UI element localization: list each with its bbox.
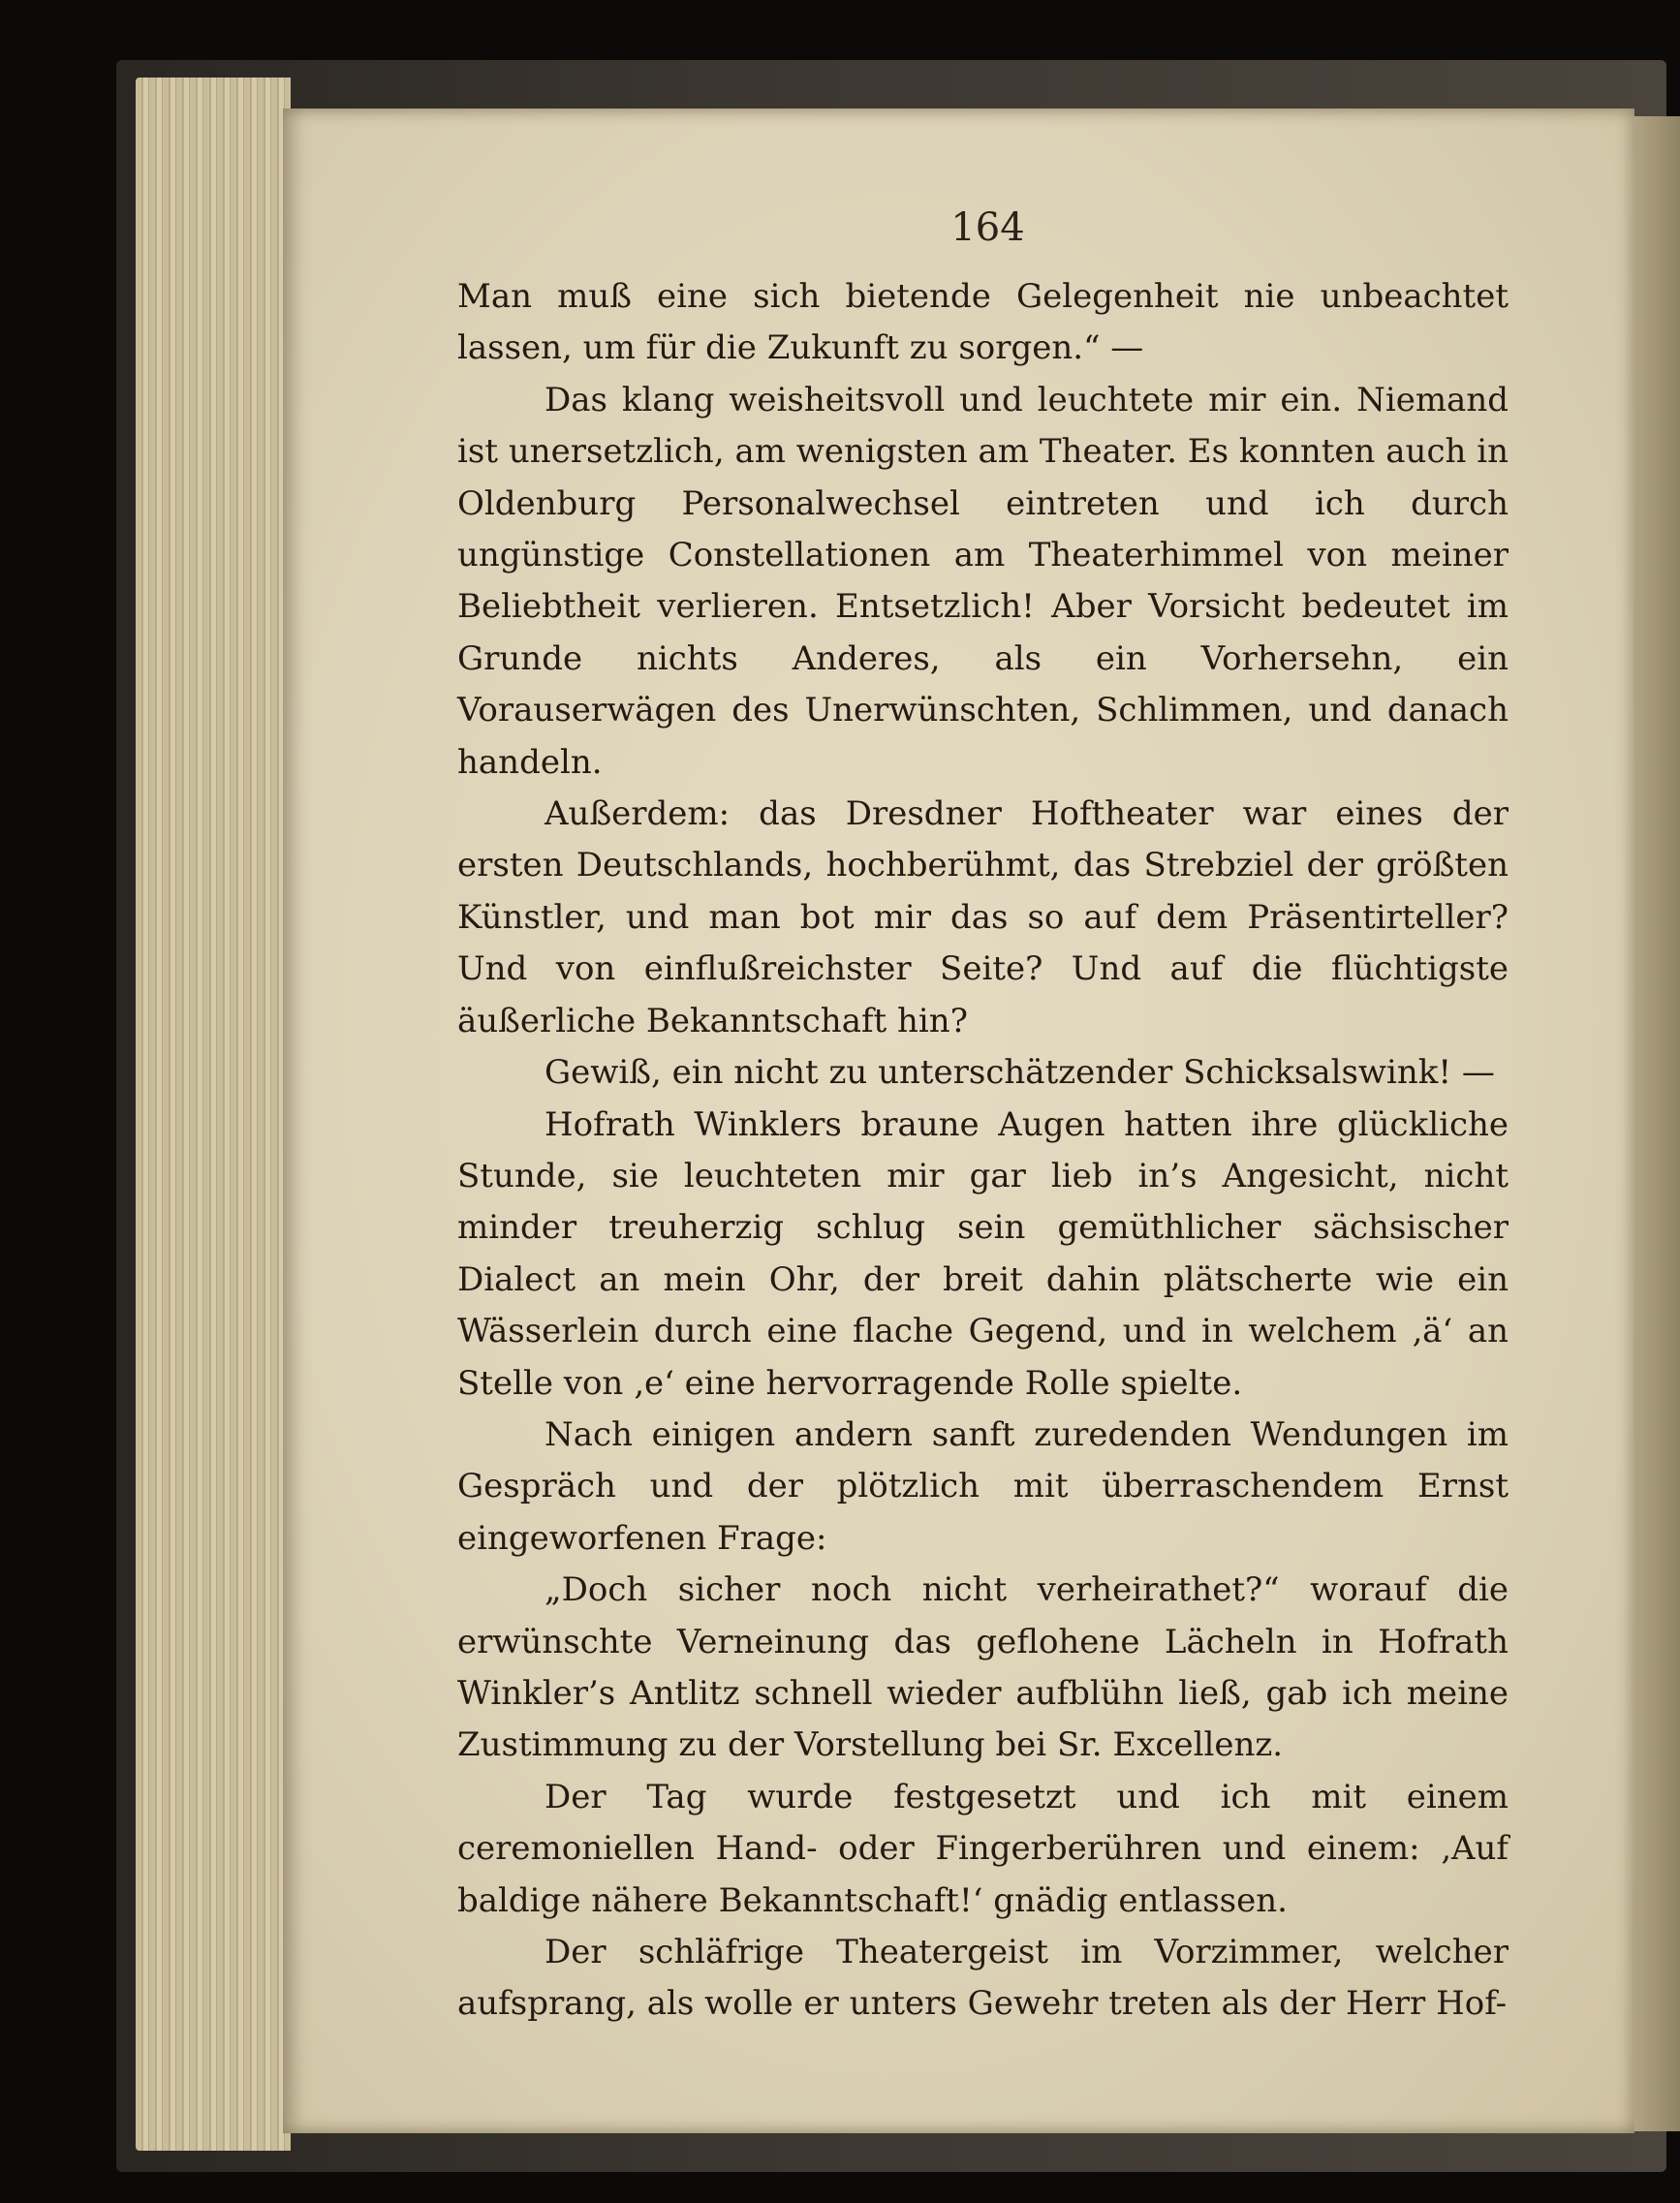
page-edges [136,78,291,2151]
paragraph: Man muß eine sich bietende Gelegenheit nie unbeachtet lassen, um für die Zukunft zu sorgen.“ — [457,277,1509,368]
book-page [283,109,1634,2133]
paragraph: Gewiß, ein nicht zu unterschätzender Schicksalswink! — [544,1053,1495,1093]
paragraph: Der schläfrige Theatergeist im Vorzimmer, welcher aufsprang, als wolle er unters Gewehr treten als der Herr Hof- [457,1933,1509,2024]
paragraph: Nach einigen andern sanft zuredenden Wendungen im Gespräch und der plötzlich mit überraschendem Ernst eingeworfenen Frage: [457,1414,1509,1558]
page-body [457,271,1509,2031]
paragraph: Der Tag wurde festgesetzt und ich mit einem ceremoniellen Hand- oder Fingerberühren und einem: ‚Auf baldige nähere Bekanntschaft!‘ gnädig entlassen. [457,1777,1509,1920]
facing-page-edge [1628,116,1680,2131]
paragraph: Außerdem: das Dresdner Hoftheater war eines der ersten Deutschlands, hochberühmt, das Strebziel der größten Künstler, und man bot mir das so auf dem Präsentirteller? Und von einflußreichster Seite? Und auf die flüchtigste äußerliche Bekanntschaft hin? [457,794,1509,1040]
paragraph: Hofrath Winklers braune Augen hatten ihre glückliche Stunde, sie leuchteten mir gar lieb in’s Angesicht, nicht minder treuherzig schlug sein gemüthlicher sächsischer Dialect an mein Ohr, der breit dahin plätscherte wie ein Wässerlein durch eine flache Gegend, und in welchem ‚ä‘ an Stelle von ‚e‘ eine hervorragende Rolle spielte. [457,1104,1509,1403]
page-number: 164 [950,205,1025,250]
paragraph: „Doch sicher noch nicht verheirathet?“ worauf die erwünschte Verneinung das geflohene Lächeln in Hofrath Winkler’s Antlitz schnell wieder aufblühn ließ, gab ich meine Zustimmung zu der Vorstellung bei Sr. Excellenz. [457,1570,1509,1765]
paragraph: Das klang weisheitsvoll und leuchtete mir ein. Niemand ist unersetzlich, am wenigsten am Theater. Es konnten auch in Oldenburg Personalwechsel eintreten und ich durch ungünstige Constellationen am Theaterhimmel von meiner Beliebtheit verlieren. Entsetzlich! Aber Vorsicht bedeutet im Grunde nichts Anderes, als ein Vorhersehn, ein Vorauserwägen des Unerwünschten, Schlimmen, und danach handeln. [457,380,1509,782]
